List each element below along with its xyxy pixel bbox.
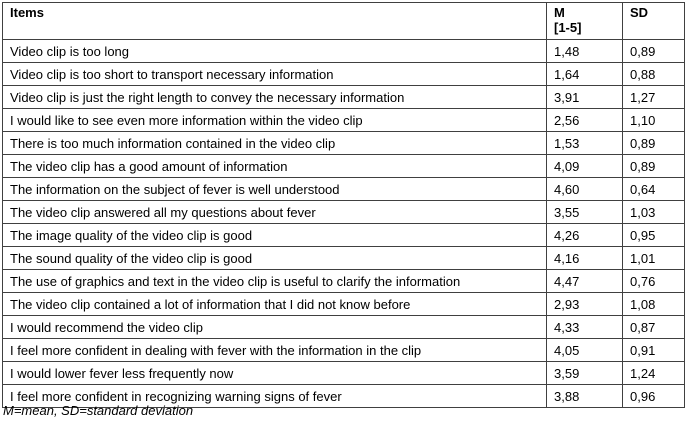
row-item-cell: There is too much information contained in the video clip bbox=[3, 132, 547, 155]
header-mean-line1: M bbox=[554, 5, 565, 20]
table-body bbox=[3, 40, 685, 408]
row-sd-cell: 0,64 bbox=[623, 178, 685, 201]
table-row bbox=[3, 109, 685, 132]
row-item-cell: Video clip is too long bbox=[3, 40, 547, 63]
row-sd-cell: 0,91 bbox=[623, 339, 685, 362]
row-mean-cell: 3,88 bbox=[547, 385, 623, 408]
table-row bbox=[3, 270, 685, 293]
row-item-cell: The information on the subject of fever is well understood bbox=[3, 178, 547, 201]
row-mean-cell: 2,56 bbox=[547, 109, 623, 132]
row-mean-cell: 4,26 bbox=[547, 224, 623, 247]
header-mean-line2: [1-5] bbox=[554, 20, 582, 35]
row-sd-cell: 1,03 bbox=[623, 201, 685, 224]
row-sd-cell: 0,87 bbox=[623, 316, 685, 339]
table-row bbox=[3, 155, 685, 178]
table-row bbox=[3, 293, 685, 316]
table-row bbox=[3, 201, 685, 224]
row-item-cell: The sound quality of the video clip is good bbox=[3, 247, 547, 270]
row-mean-cell: 4,09 bbox=[547, 155, 623, 178]
table-row bbox=[3, 316, 685, 339]
row-mean-cell: 4,05 bbox=[547, 339, 623, 362]
row-sd-cell: 1,08 bbox=[623, 293, 685, 316]
row-item-cell: The video clip answered all my questions about fever bbox=[3, 201, 547, 224]
table-row bbox=[3, 339, 685, 362]
row-item-cell: The video clip has a good amount of information bbox=[3, 155, 547, 178]
row-sd-cell: 0,89 bbox=[623, 132, 685, 155]
row-mean-cell: 1,53 bbox=[547, 132, 623, 155]
row-item-cell: I feel more confident in dealing with fever with the information in the clip bbox=[3, 339, 547, 362]
header-mean bbox=[547, 3, 623, 40]
table-row bbox=[3, 224, 685, 247]
table-row bbox=[3, 362, 685, 385]
table-row bbox=[3, 247, 685, 270]
row-mean-cell: 4,16 bbox=[547, 247, 623, 270]
row-item-cell: The image quality of the video clip is good bbox=[3, 224, 547, 247]
row-item-cell: Video clip is just the right length to convey the necessary information bbox=[3, 86, 547, 109]
row-mean-cell: 3,59 bbox=[547, 362, 623, 385]
row-item-cell: I would like to see even more information within the video clip bbox=[3, 109, 547, 132]
row-mean-cell: 4,33 bbox=[547, 316, 623, 339]
row-sd-cell: 1,10 bbox=[623, 109, 685, 132]
table-row bbox=[3, 132, 685, 155]
row-mean-cell: 3,55 bbox=[547, 201, 623, 224]
row-sd-cell: 0,89 bbox=[623, 40, 685, 63]
row-mean-cell: 4,47 bbox=[547, 270, 623, 293]
table-row bbox=[3, 63, 685, 86]
header-items: Items bbox=[3, 3, 547, 40]
row-item-cell: The video clip contained a lot of information that I did not know before bbox=[3, 293, 547, 316]
header-row bbox=[3, 3, 685, 40]
row-sd-cell: 0,76 bbox=[623, 270, 685, 293]
row-mean-cell: 1,48 bbox=[547, 40, 623, 63]
table-footnote: M=mean, SD=standard deviation bbox=[3, 403, 194, 418]
results-table bbox=[2, 2, 685, 408]
row-mean-cell: 4,60 bbox=[547, 178, 623, 201]
row-item-cell: I would lower fever less frequently now bbox=[3, 362, 547, 385]
table-row bbox=[3, 86, 685, 109]
table-header bbox=[3, 3, 685, 40]
row-item-cell: The use of graphics and text in the video clip is useful to clarify the information bbox=[3, 270, 547, 293]
row-sd-cell: 1,01 bbox=[623, 247, 685, 270]
row-mean-cell: 2,93 bbox=[547, 293, 623, 316]
row-item-cell: Video clip is too short to transport necessary information bbox=[3, 63, 547, 86]
row-sd-cell: 0,88 bbox=[623, 63, 685, 86]
row-mean-cell: 3,91 bbox=[547, 86, 623, 109]
row-item-cell: I would recommend the video clip bbox=[3, 316, 547, 339]
row-sd-cell: 0,96 bbox=[623, 385, 685, 408]
row-sd-cell: 0,95 bbox=[623, 224, 685, 247]
row-sd-cell: 1,27 bbox=[623, 86, 685, 109]
row-sd-cell: 0,89 bbox=[623, 155, 685, 178]
table-row bbox=[3, 178, 685, 201]
row-mean-cell: 1,64 bbox=[547, 63, 623, 86]
row-item-cell: I feel more confident in recognizing warning signs of fever bbox=[3, 385, 547, 408]
row-sd-cell: 1,24 bbox=[623, 362, 685, 385]
table-row bbox=[3, 40, 685, 63]
header-sd: SD bbox=[623, 3, 685, 40]
